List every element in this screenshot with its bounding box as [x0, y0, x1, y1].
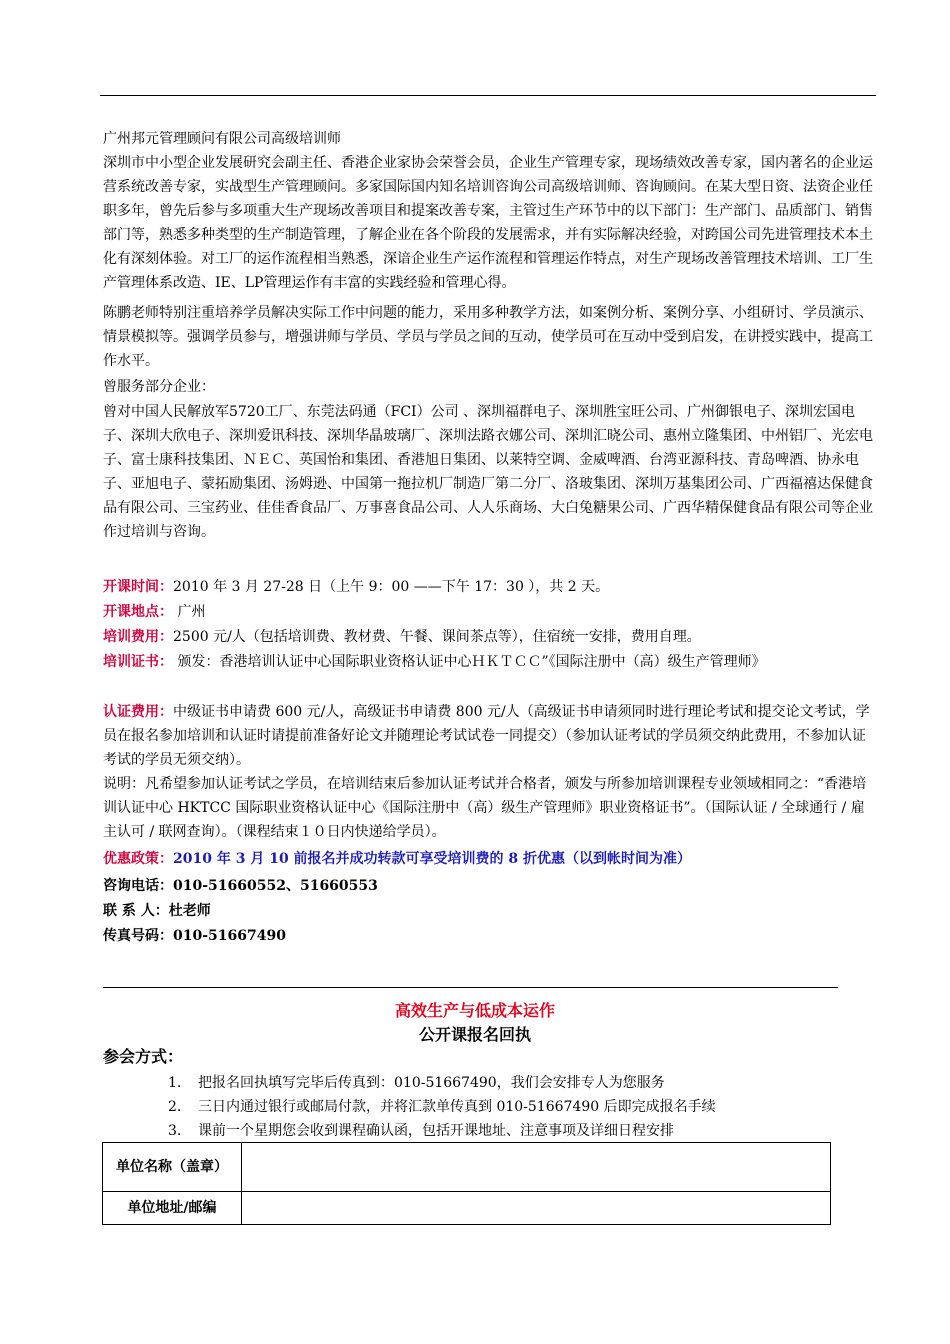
step-item [168, 1119, 868, 1143]
fax-number [103, 924, 878, 948]
form-title: 公开课报名回执 [418, 1025, 531, 1044]
training-certificate [103, 650, 878, 674]
certification-fee-label: 认证费用： [103, 704, 173, 720]
company-address-field[interactable] [242, 1192, 831, 1225]
course-time [103, 575, 878, 599]
teaching-method: 陈鹏老师特别注重培养学员解决实际工作中问题的能力，采用多种教学方法，如案例分析、案例分享、小组研讨、学员演示、情景模拟等。强调学员参与，增强讲师与学员、学员与学员之间的互动，使学员可在互动中受到启发，在讲授实践中，提高工作水平。 [103, 305, 873, 369]
course-time-value: 2010 年 3 月 27-28 日（上午 9：00 ——下午 17：30 ），共 2 天。 [173, 579, 610, 595]
served-heading: 曾服务部分企业： [103, 379, 215, 395]
step-item [168, 1095, 868, 1119]
course-place-label: 开课地点： [103, 604, 173, 620]
table-row [103, 1143, 831, 1192]
fax-value: 010-51667490 [173, 928, 286, 944]
contact-value: 杜老师 [168, 903, 211, 919]
course-title: 高效生产与低成本运作 [394, 1001, 555, 1020]
training-fee [103, 625, 878, 649]
section-divider [103, 987, 838, 988]
consult-phone [103, 874, 878, 898]
step-number: 3. [168, 1123, 182, 1139]
company-name-label: 单位名称（盖章） [103, 1143, 242, 1192]
trainer-bio: 深圳市中小型企业发展研究会副主任、香港企业家协会荣誉会员，企业生产管理专家，现场绩效改善专家，国内著名的企业运营系统改善专家，实战型生产管理顾问。多家国际国内知名培训咨询公司高级培训师、咨询顾问。在某大型日资、法资企业任职多年，曾先后参与多项重大生产现场改善项目和提案改善专案，主管过生产环节中的以下部门：生产部门、品质部门、销售部门等，熟悉多种类型的生产制造管理，了解企业在各个阶段的发展需求，并有实际解决经验，对跨国公司先进管理技术本土化有深刻体验。对工厂的运作流程相当熟悉，深谙企业生产运作流程和管理运作特点，对生产现场改善管理技术培训、工厂生产管理体系改造、IE、LP管理运作有丰富的实践经验和管理心得。 [103, 155, 873, 291]
served-companies: 曾对中国人民解放军5720工厂、东莞法码通（FCI）公司 、深圳福群电子、深圳胜宝旺公司、广州御银电子、深圳宏国电子、深圳大欣电子、深圳爱讯科技、深圳华晶玻璃厂、深圳法路衣娜公司、深圳汇晓公司、惠州立隆集团、中州铝厂、光宏电子、富士康科技集团、ＮＥＣ、英国怡和集团、香港旭日集团、以莱特空调、金威啤酒、台湾亚源科技、青岛啤酒、协永电子、亚旭电子、蒙拓励集团、汤姆逊、中国第一拖拉机厂制造厂第二分厂、洛玻集团、深圳万基集团公司、广西福禧达保健食品有限公司、三宝药业、佳佳香食品厂、万事喜食品公司、人人乐商场、大白兔糖果公司、广西华精保健食品有限公司等企业作过培训与咨询。 [103, 404, 873, 540]
training-fee-label: 培训费用： [103, 629, 173, 645]
training-fee-value: 2500 元/人（包括培训费、教材费、午餐、课间茶点等），住宿统一安排，费用自理。 [173, 629, 701, 645]
certification-note: 说明：凡希望参加认证考试之学员，在培训结束后参加认证考试并合格者，颁发与所参加培训课程专业领域相同之：“香港培训认证中心 HKTCC 国际职业资格认证中心《国际注册中（高）级生产管理师》职业资格证书”。（国际认证 / 全球通行 / 雇主认可 / 联网查询）。（课程结束１０日内快递给学员）。 [103, 776, 867, 840]
header-rule [100, 95, 876, 96]
company-name-field[interactable] [242, 1143, 831, 1192]
attendance-method-heading: 参会方式： [103, 1047, 184, 1066]
certification-fee-value: 中级证书申请费 600 元/人，高级证书申请费 800 元/人（高级证书申请须同时进行理论考试和提交论文考试，学员在报名参加培训和认证时请提前准备好论文并随理论考试试卷一同提交）（参加认证考试的学员须交纳此费用，不参加认证考试的学员无须交纳）。 [103, 704, 870, 768]
step-text: 把报名回执填写完毕后传真到：010-51667490，我们会安排专人为您服务 [198, 1075, 665, 1091]
certificate-label: 培训证书： [103, 654, 173, 670]
contact-person [103, 899, 878, 923]
promotion-policy [103, 847, 878, 871]
step-number: 2. [168, 1099, 182, 1115]
step-item [168, 1071, 868, 1095]
step-number: 1. [168, 1075, 182, 1091]
registration-steps [168, 1071, 868, 1143]
table-row [103, 1192, 831, 1225]
step-text: 课前一个星期您会收到课程确认函，包括开课地址、注意事项及详细日程安排 [198, 1123, 674, 1139]
contact-label: 联 系 人： [103, 903, 169, 919]
step-text: 三日内通过银行或邮局付款，并将汇款单传真到 010-51667490 后即完成报名手续 [198, 1099, 716, 1115]
registration-form-table [102, 1142, 831, 1225]
course-place [103, 600, 878, 624]
promotion-label: 优惠政策： [103, 851, 173, 867]
course-place-value: 广州 [173, 604, 206, 620]
trainer-title: 广州邦元管理顾问有限公司高级培训师 [103, 131, 341, 147]
fax-label: 传真号码： [103, 928, 173, 944]
promotion-value: 2010 年 3 月 10 前报名并成功转款可享受培训费的 8 折优惠（以到帐时间为准） [173, 851, 692, 867]
course-time-label: 开课时间： [103, 579, 173, 595]
phone-label: 咨询电话： [103, 878, 173, 894]
company-address-label: 单位地址/邮编 [103, 1192, 242, 1225]
phone-value: 010-51660552、51660553 [173, 878, 378, 894]
certificate-value: 颁发：香港培训认证中心国际职业资格认证中心ＨＫＴＣＣ”《国际注册中（高）级生产管理师》 [173, 654, 766, 670]
certification-fee [103, 700, 878, 772]
